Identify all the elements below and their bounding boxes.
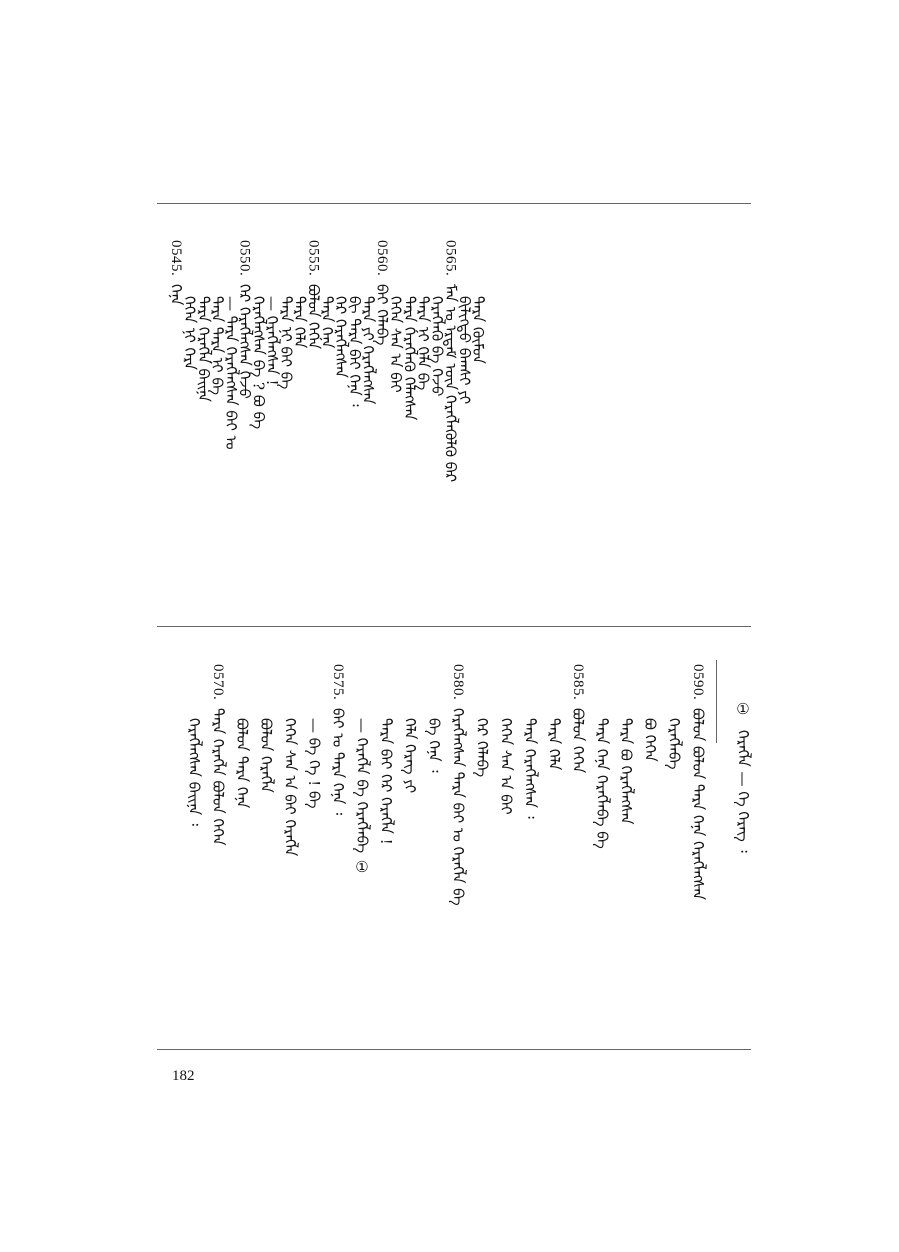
line-number: 0550. bbox=[236, 240, 253, 277]
verse-line bbox=[498, 718, 513, 815]
verse-line bbox=[402, 718, 417, 793]
verse-text: ᠬᠡᠷᠡᠭᠯᠡᠭᠰᠡᠨ ᠪᠡ ? ᠪᠣ ᠪᠡ bbox=[249, 296, 268, 430]
verse-text: — ᠲᠡᠷᠡ ᠬᠡᠷᠡᠭᠯᠡᠭᠰᠡᠨ ᠪᠠᠢ ᠤ bbox=[221, 296, 240, 450]
line-number: 0580. bbox=[450, 664, 466, 701]
line-number: 0585. bbox=[570, 664, 586, 701]
verse-line bbox=[474, 718, 489, 777]
verse-text: ᠪᠣ ᠭᠡᠭᠡᠨ bbox=[641, 718, 659, 762]
verse-text: ᠲᠡᠷᠡ ᠨᠢ ᠬᠡᠯᠡ ᠪᠡ bbox=[414, 296, 433, 391]
footnote bbox=[735, 700, 750, 853]
verse-text: ᠭᠡᠭᠡᠨ ᠰᠠᠨ ᠠ ᠪᠠᠢ ᠬᠡᠷᠡᠭᠯᠡ bbox=[281, 718, 299, 857]
verse-text: ᠲᠡᠷᠡ ᠬᠡᠷᠡᠭᠯᠡᠭᠰᠡᠨ ᠄ bbox=[521, 718, 539, 819]
verse-line bbox=[210, 664, 225, 846]
verse-text: ᠭᠡᠭᠡᠨ ᠰᠠᠨ ᠠ ᠪᠠᠢ bbox=[386, 296, 405, 393]
verse-line bbox=[330, 664, 345, 815]
verse-text: ᠲᠡᠷᠡ ᠲᠡᠷᠡ ᠨᠢ ᠪᠡ bbox=[208, 296, 227, 396]
verse-text: — ᠬᠡᠷᠡᠭᠯᠡᠭᠰᠡᠨ ! bbox=[263, 296, 282, 386]
verse-line bbox=[282, 718, 297, 856]
verse-text: ᠲᠡᠷᠡ ᠪᠠᠢ ᠬᠡᠷ ᠬᠡᠷᠡᠭᠯᠡ ! bbox=[377, 718, 395, 845]
verse-line bbox=[306, 718, 321, 809]
verse-text: ᠬᠡᠷ ᠬᠡᠷᠡᠭᠯᠡᠭᠰᠡᠨ bbox=[331, 296, 350, 378]
verse-text: ᠲᠡᠷᠡ ᠬᠡᠷᠡᠭᠯᠡ ᠪᠠᠢᠨᠠ bbox=[194, 296, 213, 402]
verse-text: — ᠪᠡ ᠬᠡ ! ᠪᠡ bbox=[305, 718, 323, 809]
verse-line bbox=[522, 718, 537, 819]
verse-line bbox=[258, 718, 273, 793]
verse-text: — ᠬᠡᠷᠡᠭᠯᠡ ᠪᠡ ᠬᠡᠷᠡᠭᠯᠡᠪᠡ ① bbox=[353, 718, 371, 876]
footnote-separator bbox=[716, 660, 717, 743]
verse-line bbox=[642, 718, 657, 762]
verse-text: ᠪᠣᠯᠤᠨ ᠪᠣᠯᠤᠨ ᠲᠡᠷᠡ ᠭᠡᠨᠡ ᠬᠡᠷᠡᠭᠯᠡᠭᠰᠡᠨ bbox=[689, 708, 707, 901]
verse-text: ᠭᠡᠨᠡ bbox=[167, 284, 185, 306]
verse-line bbox=[168, 240, 183, 306]
verse-line bbox=[186, 718, 201, 826]
page-number: 182 bbox=[172, 1068, 195, 1084]
verse-text: ᠪᠣᠯᠤᠨ ᠭᠡᠭᠡᠨ bbox=[569, 708, 587, 774]
bottom-rule bbox=[157, 1049, 751, 1050]
verse-text: ᠭᠡᠭᠡᠨ ᠨᠢ ᠬᠡᠷᠡ bbox=[180, 296, 199, 371]
verse-text: ᠬᠡᠯᠡ ᠬᠡᠷᠡᠭ ᠶᠢ bbox=[401, 718, 419, 794]
verse-line bbox=[182, 296, 197, 370]
verse-text: ᠪᠣᠯᠤᠨ ᠬᠡᠷᠡᠭᠯᠡ bbox=[257, 718, 275, 793]
footnote-text: ᠬᠡᠷᠡᠭᠯᠡ — ᠬᠡ ᠬᠡᠷᠡᠭ ᠄ bbox=[734, 730, 752, 853]
verse-line bbox=[570, 664, 585, 773]
middle-rule bbox=[157, 626, 751, 627]
verse-text: ᠪᠢ ᠲᠡᠷᠡ ᠪᠠᠢ ᠭᠡᠨᠡ ᠄ bbox=[345, 296, 364, 407]
verse-line bbox=[666, 718, 681, 770]
verse-text: ᠬᠡᠷᠡᠭᠯᠡᠭᠰᠡᠨ ᠪᠠᠢᠨᠠ ᠄ bbox=[185, 718, 203, 826]
verse-line bbox=[546, 718, 561, 770]
verse-line bbox=[594, 718, 609, 849]
verse-text: ᠲᠡᠷᠡ ᠬᠡᠯᠡ bbox=[290, 296, 309, 349]
verse-text: ᠪᠠᠢ ᠬᠡᠯᠡᠪᠡ bbox=[372, 284, 391, 346]
verse-text: ᠪᠢᠯᠢᠭᠲᠦ ᠪᠠᠭᠰᠢ ᠶᠢ bbox=[455, 296, 474, 405]
footnote-marker: ① bbox=[734, 700, 752, 718]
verse-text: ᠲᠡᠷᠡ ᠬᠡᠯᠡ bbox=[545, 718, 563, 771]
verse-line bbox=[378, 718, 393, 845]
verse-line bbox=[234, 718, 249, 808]
verse-text: ᠬᠡᠷᠡᠭᠯᠡᠪᠡ bbox=[665, 718, 683, 770]
verse-text: ᠬᠡᠷᠡᠭᠯᠡᠭᠰᠡᠨ ᠲᠡᠷᠡ ᠪᠠᠢ ᠤ ᠬᠡᠷᠡᠭᠯᠡ ᠪᠡ bbox=[449, 708, 467, 906]
line-number: 0575. bbox=[330, 664, 346, 701]
line-number: 0590. bbox=[690, 664, 706, 701]
line-number: 0545. bbox=[168, 240, 184, 277]
verse-text: ᠲᠡᠷᠡ ᠬᠡᠷᠡᠭᠯᠡ ᠪᠣᠯᠤᠨ ᠭᠡᠭᠡᠨ bbox=[209, 708, 227, 846]
verse-line bbox=[354, 718, 369, 876]
verse-line bbox=[450, 664, 465, 906]
verse-text: ᠲᠡᠷᠡ ᠭᠡᠨᠡ bbox=[318, 296, 336, 349]
line-number: 0570. bbox=[210, 664, 226, 701]
verse-text: ᠭᠡᠭᠡᠨ ᠰᠠᠨ ᠠ ᠪᠠᠢ bbox=[497, 718, 515, 815]
top-rule bbox=[157, 203, 751, 204]
verse-text: ᠬᠡᠷᠡᠭᠯᠡᠬᠦ ᠪᠡ ᠭᠡᠵᠦ bbox=[427, 296, 446, 397]
verse-text: ᠪᠠ ᠭᠡᠨᠡ ᠄ bbox=[425, 718, 443, 773]
verse-text: ᠲᠡᠷᠡ ᠪᠣ ᠬᠡᠷᠡᠭᠯᠡᠭᠰᠡᠨ bbox=[617, 718, 635, 825]
verse-text: ᠲᠡᠷᠡ ᠶᠢ ᠬᠡᠷᠡᠭᠯᠡᠭᠰᠡᠨ bbox=[359, 296, 378, 405]
verse-text: ᠪᠠᠢ ᠤ ᠲᠡᠷᠡ ᠭᠡᠨᠡ ᠄ bbox=[329, 708, 347, 816]
verse-text: ᠲᠡᠷᠡ ᠬᠡᠷᠡᠭᠯᠡᠬᠦ ᠬᠡᠯᠡᠭᠰᠡᠨ bbox=[400, 296, 419, 421]
line-number: 0560. bbox=[373, 240, 390, 277]
verse-text: ᠪᠣᠯᠤᠨ ᠭᠡᠭᠡᠨ bbox=[304, 284, 323, 350]
verse-text: ᠲᠡᠷᠡ ᠨᠢ ᠪᠠᠢ ᠪᠡ bbox=[276, 296, 295, 390]
verse-text: ᠬᠡᠷ ᠬᠡᠯᠡᠪᠡ bbox=[473, 718, 491, 778]
verse-text: ᠬᠡᠷ ᠬᠡᠷᠡᠭᠯᠡᠭᠰᠡᠨ ᠭᠡᠵᠦ bbox=[235, 284, 254, 400]
line-number: 0565. bbox=[442, 240, 459, 277]
verse-line bbox=[690, 664, 705, 900]
line-number: 0555. bbox=[305, 240, 322, 277]
verse-line bbox=[426, 718, 441, 773]
verse-line bbox=[618, 718, 633, 825]
verse-text: ᠮᠠᠨ ᠤ ᠡᠷᠳᠡᠮ ᠦᠨ ᠬᠡᠷᠡᠭᠯᠡᠭᠦᠯᠬᠦ ᠪᠡᠷ bbox=[441, 284, 460, 483]
verse-text: ᠪᠣᠯᠤᠨ ᠲᠡᠷᠡ ᠭᠡᠨᠡ bbox=[233, 718, 251, 809]
verse-text: ᠲᠡᠷᠡ ᠬᠦᠮᠦᠨ bbox=[469, 296, 487, 364]
verse-text: ᠲᠡᠷᠡ ᠭᠡᠨᠡ ᠬᠡᠷᠡᠭᠯᠡᠪᠡ ᠪᠡ bbox=[593, 718, 611, 849]
